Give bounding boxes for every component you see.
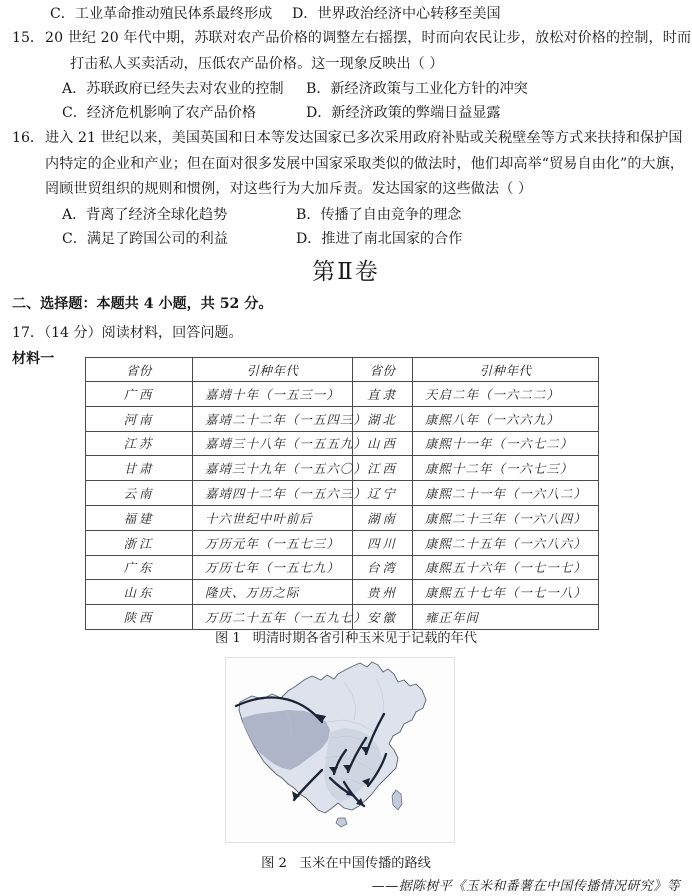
cell-year-right: 康熙二十五年（一六八六） [413,530,599,555]
header-province-right: 省份 [353,358,413,382]
table-row [86,505,599,530]
question-16-options-row-1 [0,203,640,229]
option-d[interactable] [296,227,462,253]
option-text: 推进了南北国家的合作 [321,231,463,247]
option-text: 传播了自由竞争的理念 [320,207,462,223]
table-row [86,530,599,555]
cell-province-right: 湖北 [353,406,413,431]
option-c[interactable] [62,227,228,253]
corn-introduction-table-wrapper [85,357,598,630]
question-15-stem-line-1: 20 世纪 20 年代中期，苏联对农产品价格的调整左右摇摆，时而向农民让步，放松对价格的控制，时而 [45,30,692,46]
cell-year-left: 嘉靖二十二年（一五四三） [193,406,353,431]
question-14-options-tail [0,2,640,28]
header-province-left: 省份 [86,358,193,382]
cell-province-left: 陕西 [86,605,193,630]
option-text: 新经济政策与工业化方针的冲突 [330,81,528,97]
cell-year-left: 嘉靖十年（一五三一） [193,382,353,407]
china-spread-map [225,657,455,843]
cell-year-right: 康熙二十三年（一六八四） [413,505,599,530]
cell-province-left: 山东 [86,580,193,605]
option-a[interactable] [62,203,227,229]
option-letter: D． [296,231,322,247]
cell-province-left: 云南 [86,481,193,506]
section-heading: 二、选择题：本题共 4 小题，共 52 分。 [12,296,273,312]
option-letter: B． [306,81,331,97]
china-map-svg [226,658,454,842]
cell-year-right: 康熙五十七年（一七一八） [413,580,599,605]
cell-province-right: 湖南 [353,505,413,530]
question-16-number: 16． [12,130,45,146]
option-b[interactable] [306,77,528,103]
option-letter: A． [62,207,87,223]
cell-year-right: 雍正年间 [413,605,599,630]
option-letter: C． [50,6,75,22]
cell-year-right: 康熙十一年（一六七二） [413,431,599,456]
question-15-options-row-2 [0,101,640,127]
cell-province-left: 浙江 [86,530,193,555]
table-row [86,555,599,580]
cell-province-left: 江苏 [86,431,193,456]
corn-introduction-table [85,357,599,630]
cell-year-left: 嘉靖四十二年（一五六三） [193,481,353,506]
cell-province-right: 四川 [353,530,413,555]
option-text: 背离了经济全球化趋势 [86,207,228,223]
figure-1-text: 明清时期各省引种玉米见于记载的年代 [252,631,477,646]
header-year-left: 引种年代 [193,358,353,382]
cell-province-left: 河南 [86,406,193,431]
cell-province-left: 甘肃 [86,456,193,481]
table-row [86,431,599,456]
cell-year-right: 天启二年（一六二二） [413,382,599,407]
table-row [86,580,599,605]
question-16-stem-line-2: 内特定的企业和产业；但在面对很多发展中国家采取类似的做法时，他们却高举“贸易自由化”的大旗， [45,155,685,172]
cell-year-left: 十六世纪中叶前后 [193,505,353,530]
cell-year-left: 嘉靖三十八年（一五五九） [193,431,353,456]
question-15-number: 15． [12,30,45,46]
option-text: 新经济政策的弊端日益显露 [331,105,501,121]
option-letter: C． [62,105,87,121]
cell-year-right: 康熙二十一年（一六八二） [413,481,599,506]
table-row [86,605,599,630]
option-text: 经济危机影响了农产品价格 [86,105,257,121]
option-letter: A． [62,81,87,97]
cell-province-right: 山西 [353,431,413,456]
option-letter: D． [292,6,318,22]
cell-province-right: 安徽 [353,605,413,630]
source-citation: ——据陈树平《玉米和番薯在中国传播情况研究》等 [371,879,680,894]
cell-year-left: 隆庆、万历之际 [193,580,353,605]
option-letter: C． [62,231,87,247]
question-15-options-row-1 [0,77,640,103]
table-header-row [86,358,599,382]
cell-year-left: 万历七年（一五七九） [193,555,353,580]
figure-1-caption [0,627,692,646]
question-15-stem-line-2: 打击私人买卖活动，压低农产品价格。这一现象反映出（ ） [70,55,444,72]
figure-2-text: 玉米在中国传播的路线 [298,856,431,871]
cell-year-left: 万历元年（一五七三） [193,530,353,555]
option-b[interactable] [296,203,461,229]
option-d[interactable] [292,2,501,28]
option-d[interactable] [306,101,501,127]
question-16-options-row-2 [0,227,640,253]
option-c[interactable] [62,101,256,127]
option-a[interactable] [62,77,284,103]
cell-province-left: 广东 [86,555,193,580]
cell-year-right: 康熙十二年（一六七三） [413,456,599,481]
figure-2-caption [0,852,692,871]
table-row [86,406,599,431]
cell-province-left: 广西 [86,382,193,407]
header-year-right: 引种年代 [413,358,599,382]
part-two-title: 第Ⅱ卷 [312,259,380,285]
cell-province-right: 台湾 [353,555,413,580]
figure-2-label: 图 2 [261,856,287,871]
cell-province-right: 直隶 [353,382,413,407]
option-text: 工业革命推动殖民体系最终形成 [74,6,273,22]
option-letter: D． [306,105,332,121]
cell-year-left: 嘉靖三十九年（一五六〇） [193,456,353,481]
option-c[interactable] [50,2,272,28]
cell-province-left: 福建 [86,505,193,530]
cell-year-left: 万历二十五年（一五九七） [193,605,353,630]
table-row [86,481,599,506]
material-one-label: 材料一 [12,351,55,367]
question-16-stem-line-3: 罔顾世贸组织的规则和惯例，对这些行为大加斥责。发达国家的这些做法（ ） [45,181,533,198]
table-row [86,382,599,407]
cell-year-right: 康熙八年（一六六九） [413,406,599,431]
cell-province-right: 贵州 [353,580,413,605]
option-text: 满足了跨国公司的利益 [86,231,228,247]
cell-year-right: 康熙五十六年（一七一七） [413,555,599,580]
cell-province-right: 江西 [353,456,413,481]
cell-province-right: 辽宁 [353,481,413,506]
table-row [86,456,599,481]
question-17-heading: 17．（14 分）阅读材料，回答问题。 [12,325,243,341]
figure-1-label: 图 1 [215,631,241,646]
option-text: 苏联政府已经失去对农业的控制 [86,81,284,97]
option-text: 世界政治经济中心转移至美国 [317,6,501,22]
question-16-stem-line-1: 进入 21 世纪以来，美国英国和日本等发达国家已多次采用政府补贴或关税壁垒等方式来扶持和保护国 [45,130,683,146]
table-body [86,382,599,630]
option-letter: B． [296,207,321,223]
